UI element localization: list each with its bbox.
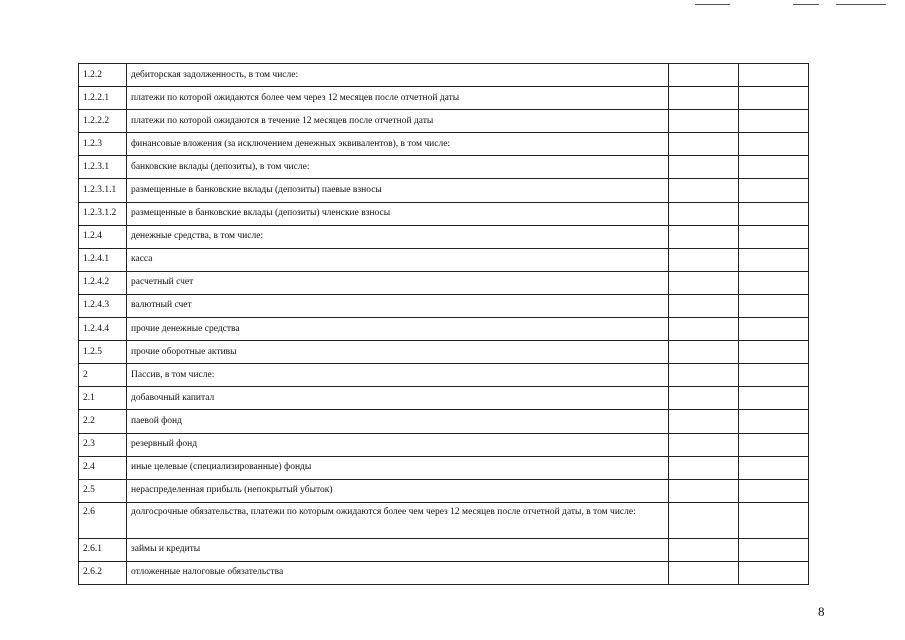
row-code: 1.2.3	[79, 133, 127, 156]
row-text: платежи по которой ожидаются в течение 12 месяцев после отчетной даты	[127, 110, 669, 133]
value-cell	[739, 133, 809, 156]
row-code: 2.2	[79, 410, 127, 433]
row-text: паевой фонд	[127, 410, 669, 433]
row-code: 2.6.1	[79, 538, 127, 561]
value-cell	[739, 456, 809, 479]
row-text: отложенные налоговые обязательства	[127, 561, 669, 584]
row-code: 2.6.2	[79, 561, 127, 584]
value-cell	[739, 179, 809, 202]
value-cell	[669, 156, 739, 179]
row-text: денежные средства, в том числе:	[127, 225, 669, 248]
value-cell	[739, 561, 809, 584]
table-row	[79, 341, 809, 364]
row-text: размещенные в банковские вклады (депозиты) членские взносы	[127, 202, 669, 225]
row-code: 1.2.4.2	[79, 271, 127, 294]
value-cell	[669, 318, 739, 341]
value-cell	[669, 364, 739, 387]
value-cell	[739, 410, 809, 433]
row-code: 2.5	[79, 479, 127, 502]
row-text: резервный фонд	[127, 433, 669, 456]
value-cell	[669, 479, 739, 502]
row-text: Пассив, в том числе:	[127, 364, 669, 387]
value-cell	[669, 202, 739, 225]
table-row	[79, 538, 809, 561]
table-row	[79, 179, 809, 202]
value-cell	[739, 502, 809, 538]
row-text: долгосрочные обязательства, платежи по которым ожидаются более чем через 12 месяцев после отчетной даты, в том числе:	[127, 502, 669, 538]
value-cell	[739, 225, 809, 248]
row-code: 1.2.5	[79, 341, 127, 364]
row-code: 1.2.4.1	[79, 248, 127, 271]
value-cell	[669, 248, 739, 271]
page-number: 8	[818, 604, 825, 619]
table-row	[79, 561, 809, 584]
top-scan-marks	[0, 0, 905, 10]
value-cell	[739, 64, 809, 87]
row-text: добавочный капитал	[127, 387, 669, 410]
value-cell	[669, 64, 739, 87]
table-row	[79, 110, 809, 133]
value-cell	[669, 341, 739, 364]
table-row	[79, 410, 809, 433]
value-cell	[739, 538, 809, 561]
table-row	[79, 87, 809, 110]
value-cell	[739, 271, 809, 294]
balance-table	[78, 63, 809, 585]
table-row	[79, 271, 809, 294]
table-row	[79, 202, 809, 225]
row-code: 2.6	[79, 502, 127, 538]
row-code: 1.2.3.1.2	[79, 202, 127, 225]
value-cell	[739, 479, 809, 502]
value-cell	[739, 294, 809, 317]
row-code: 2.4	[79, 456, 127, 479]
table-row	[79, 502, 809, 538]
row-code: 1.2.4	[79, 225, 127, 248]
table-row	[79, 156, 809, 179]
row-code: 2.1	[79, 387, 127, 410]
value-cell	[669, 502, 739, 538]
row-text: банковские вклады (депозиты), в том числе:	[127, 156, 669, 179]
table-row	[79, 318, 809, 341]
row-text: иные целевые (специализированные) фонды	[127, 456, 669, 479]
value-cell	[669, 110, 739, 133]
value-cell	[669, 179, 739, 202]
table-row	[79, 225, 809, 248]
value-cell	[739, 387, 809, 410]
value-cell	[669, 225, 739, 248]
value-cell	[739, 341, 809, 364]
value-cell	[669, 538, 739, 561]
value-cell	[739, 110, 809, 133]
value-cell	[739, 156, 809, 179]
value-cell	[669, 271, 739, 294]
row-text: займы и кредиты	[127, 538, 669, 561]
row-code: 2	[79, 364, 127, 387]
row-text: нераспределенная прибыль (непокрытый убыток)	[127, 479, 669, 502]
table-row	[79, 64, 809, 87]
value-cell	[739, 364, 809, 387]
value-cell	[739, 202, 809, 225]
table-row	[79, 364, 809, 387]
row-code: 1.2.2	[79, 64, 127, 87]
row-text: валютный счет	[127, 294, 669, 317]
table-row	[79, 248, 809, 271]
value-cell	[669, 561, 739, 584]
value-cell	[669, 294, 739, 317]
value-cell	[669, 456, 739, 479]
value-cell	[669, 410, 739, 433]
row-text: прочие денежные средства	[127, 318, 669, 341]
table-row	[79, 479, 809, 502]
row-text: расчетный счет	[127, 271, 669, 294]
value-cell	[739, 318, 809, 341]
value-cell	[739, 87, 809, 110]
table-row	[79, 133, 809, 156]
table-row	[79, 294, 809, 317]
row-text: финансовые вложения (за исключением денежных эквивалентов), в том числе:	[127, 133, 669, 156]
value-cell	[669, 133, 739, 156]
row-code: 1.2.3.1.1	[79, 179, 127, 202]
row-code: 1.2.4.4	[79, 318, 127, 341]
row-code: 2.3	[79, 433, 127, 456]
table-body	[79, 64, 809, 585]
row-text: платежи по которой ожидаются более чем через 12 месяцев после отчетной даты	[127, 87, 669, 110]
value-cell	[739, 248, 809, 271]
table-row	[79, 387, 809, 410]
row-text: размещенные в банковские вклады (депозиты) паевые взносы	[127, 179, 669, 202]
value-cell	[739, 433, 809, 456]
row-code: 1.2.2.2	[79, 110, 127, 133]
value-cell	[669, 433, 739, 456]
row-code: 1.2.2.1	[79, 87, 127, 110]
row-text: касса	[127, 248, 669, 271]
row-code: 1.2.4.3	[79, 294, 127, 317]
value-cell	[669, 387, 739, 410]
table-row	[79, 456, 809, 479]
value-cell	[669, 87, 739, 110]
table-row	[79, 433, 809, 456]
row-code: 1.2.3.1	[79, 156, 127, 179]
row-text: прочие оборотные активы	[127, 341, 669, 364]
row-text: дебиторская задолженность, в том числе:	[127, 64, 669, 87]
